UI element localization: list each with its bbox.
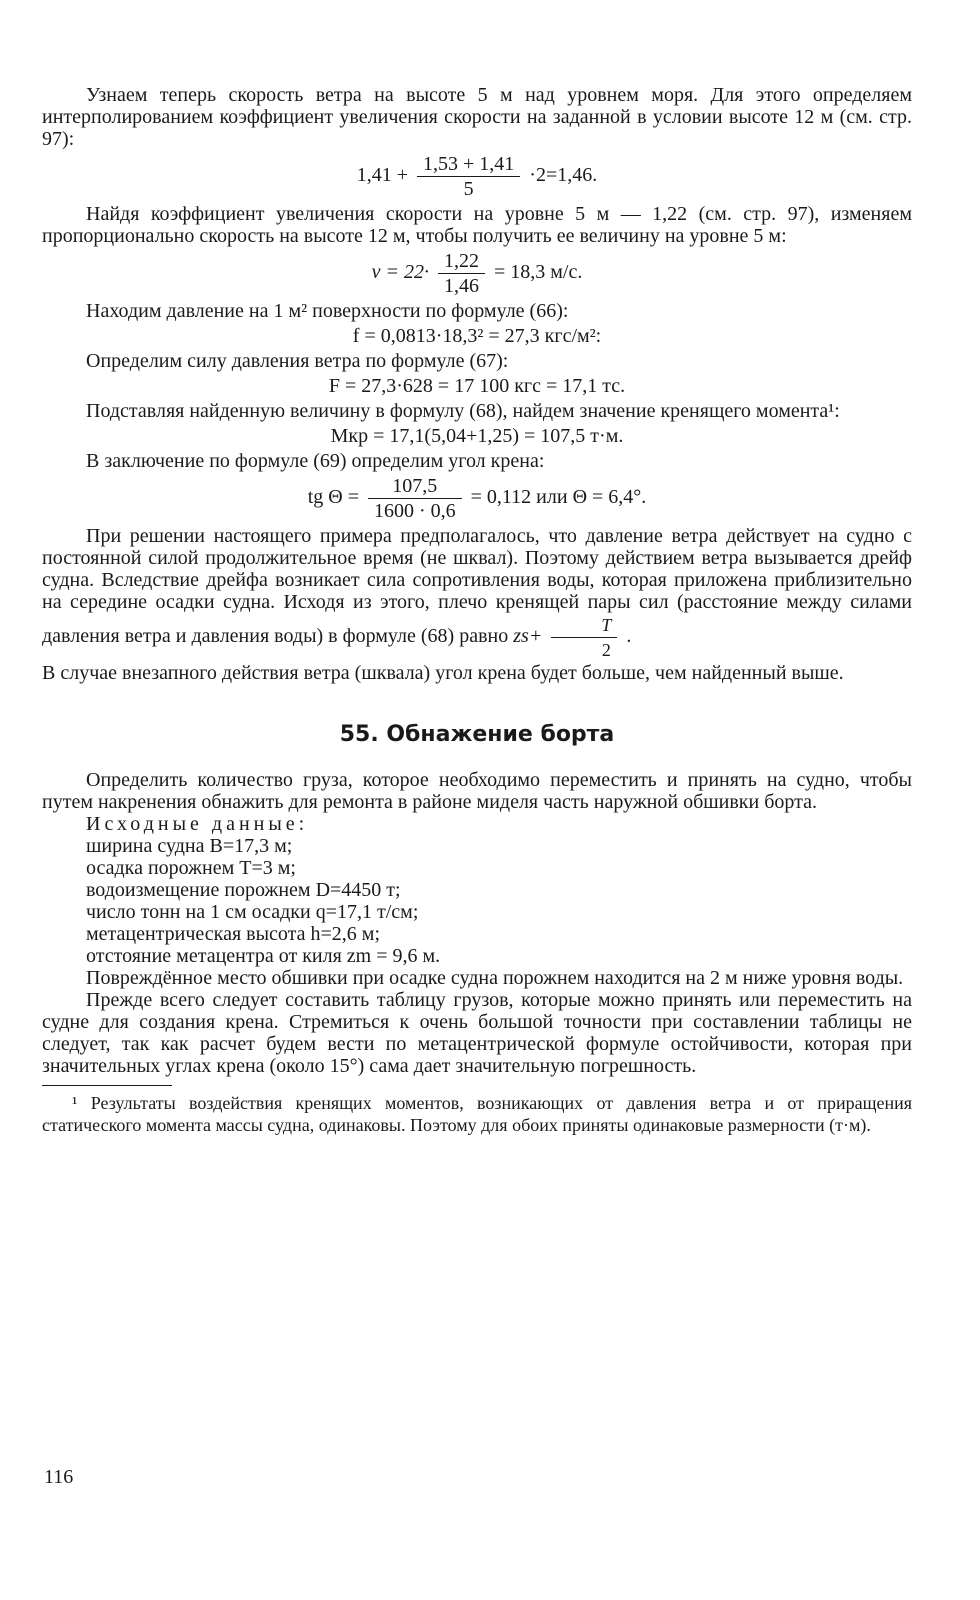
paragraph: Подставляя найденную величину в формулу (68), найдем значение кренящего момента¹:: [86, 400, 840, 422]
fraction: [368, 474, 462, 523]
numerator: 1,53 + 1,41: [417, 152, 520, 177]
section-heading: 55. Обнажение борта: [339, 722, 615, 747]
given-item: водоизмещение порожнем D=4450 т;: [86, 879, 401, 901]
paragraph: В случае внезапного действия ветра (шквала) угол крена будет больше, чем найденный выше.: [42, 662, 844, 684]
numerator: 107,5: [368, 474, 462, 499]
formula-part: 1,41 +: [356, 164, 409, 187]
denominator: 1600 · 0,6: [373, 500, 456, 522]
given-data-title: Исходные данные:: [86, 813, 309, 835]
denominator: 5: [463, 178, 474, 200]
fraction: [417, 152, 520, 201]
paragraph: Прежде всего следует составить таблицу грузов, которые можно принять или переместить на судне для создания крена. Стремиться к очень большой точности при составлении таблицы не следует, так как расчет будем вести по метацентрической формуле остойчивости, которая при значительных углах крена (около 15°) сама дает значительную погрешность.: [42, 989, 912, 1077]
formula-part: .: [626, 625, 632, 648]
paragraph: Узнаем теперь скорость ветра на высоте 5 м над уровнем моря. Для этого определяем интерполированием коэффициент увеличения скорости на заданной в условии высоте 12 м (см. стр. 97):: [42, 84, 912, 150]
denominator: 1,46: [444, 275, 479, 297]
given-item: ширина судна B=17,3 м;: [86, 835, 293, 857]
formula-pressure: f = 0,0813·18,3² = 27,3 кгс/м²:: [352, 325, 602, 347]
formula-force: F = 27,3·628 = 17 100 кгс = 17,1 тс.: [328, 375, 626, 397]
fraction: [438, 249, 485, 298]
given-item: отстояние метацентра от киля zm = 9,6 м.: [86, 945, 441, 967]
given-item: осадка порожнем T=3 м;: [86, 857, 296, 879]
paragraph: [42, 525, 912, 662]
formula-heel-angle: [42, 474, 912, 523]
denominator: 2: [601, 640, 611, 660]
paragraph: Находим давление на 1 м² поверхности по формуле (66):: [86, 300, 569, 322]
formula-part: = 0,112 или Θ = 6,4°.: [470, 486, 647, 509]
numerator: T: [551, 613, 617, 638]
footnote: ¹ Результаты воздействия кренящих моментов, возникающих от давления ветра и от приращения статического момента массы судна, одинаковы. Поэтому для обоих приняты одинаковые размерности (т·м).: [42, 1093, 912, 1135]
given-item: число тонн на 1 см осадки q=17,1 т/см;: [86, 901, 419, 923]
formula-interpolation: [42, 152, 912, 201]
paragraph-text: При решении настоящего примера предполагалось, что давление ветра действует на судно с постоянной силой продолжительное время (не шквал). Поэтому действием ветра вызывается дрейф судна. Вследствие дрейфа возникает сила сопротивления воды, которая приложена приблизительно на середине осадки судна. Исходя из этого, плечо кренящей пары сил (расстояние между силами давления ветра и давления воды) в формуле (68) равно: [42, 525, 912, 648]
formula-part: tg Θ =: [307, 486, 359, 509]
formula-part: zs+: [513, 625, 543, 648]
formula-part: = 18,3 м/с.: [494, 261, 583, 284]
formula-part: ·2=1,46.: [529, 164, 598, 187]
paragraph: Найдя коэффициент увеличения скорости на уровне 5 м — 1,22 (см. стр. 97), изменяем пропорционально скорость на высоте 12 м, чтобы получить ее величину на уровне 5 м:: [42, 203, 912, 247]
formula-moment: Мкр = 17,1(5,04+1,25) = 107,5 т·м.: [330, 425, 624, 447]
paragraph: Повреждённое место обшивки при осадке судна порожнем находится на 2 м ниже уровня воды.: [86, 967, 904, 989]
page-body: [42, 84, 912, 1136]
paragraph: Определить количество груза, которое необходимо переместить и принять на судно, чтобы путем накренения обнажить для ремонта в районе миделя часть наружной обшивки борта.: [42, 769, 912, 813]
footnote-divider: [42, 1085, 172, 1086]
paragraph: Определим силу давления ветра по формуле (67):: [86, 350, 509, 372]
page-number: 116: [44, 1466, 74, 1488]
paragraph: В заключение по формуле (69) определим угол крена:: [86, 450, 545, 472]
formula-part: v = 22·: [371, 261, 429, 284]
formula-velocity: [42, 249, 912, 298]
fraction: [551, 613, 617, 662]
given-item: метацентрическая высота h=2,6 м;: [86, 923, 381, 945]
numerator: 1,22: [438, 249, 485, 274]
